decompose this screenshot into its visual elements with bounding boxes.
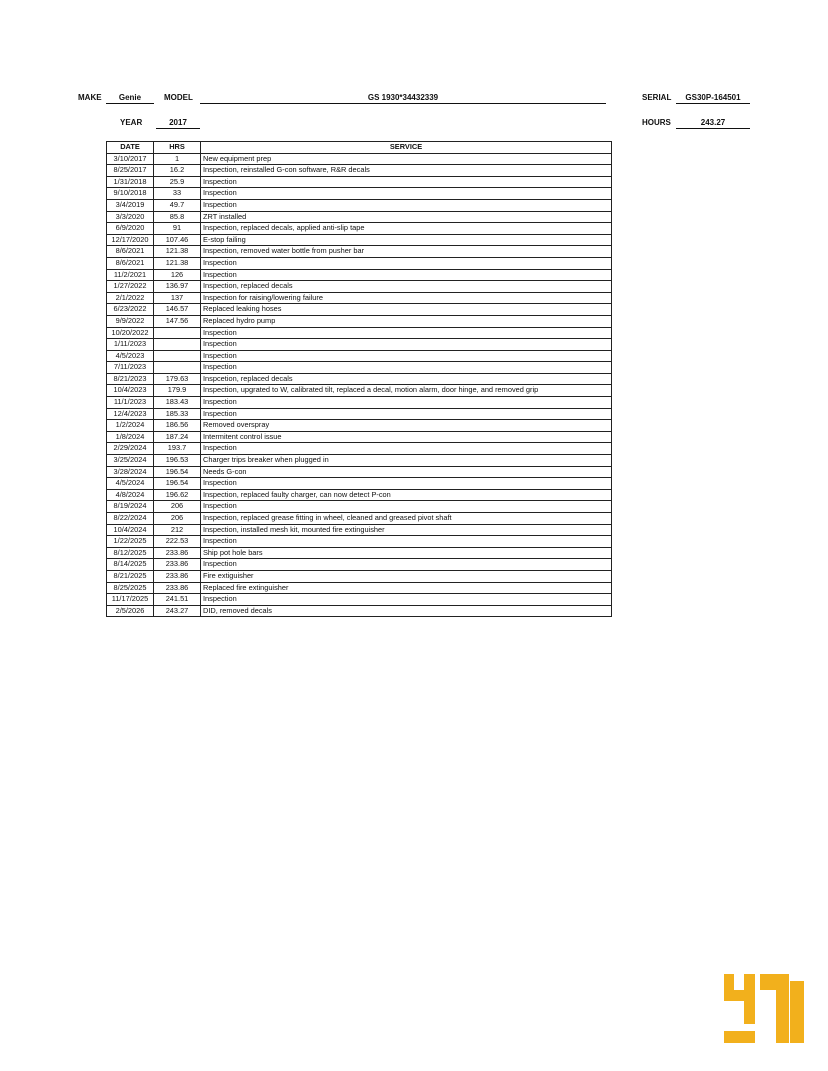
date-cell: 3/25/2024	[107, 455, 154, 467]
hrs-cell: 233.86	[154, 570, 201, 582]
service-cell: Inspection	[201, 443, 612, 455]
service-cell: Intermitent control issue	[201, 431, 612, 443]
hrs-cell: 196.54	[154, 466, 201, 478]
company-logo-icon	[722, 971, 808, 1045]
service-log-table	[106, 141, 612, 617]
hrs-column-header: HRS	[154, 142, 201, 154]
date-cell: 6/23/2022	[107, 304, 154, 316]
date-cell: 1/31/2018	[107, 176, 154, 188]
date-cell: 1/2/2024	[107, 420, 154, 432]
service-cell: Inspection, replaced decals, applied anti-slip tape	[201, 223, 612, 235]
service-cell: Inspection	[201, 536, 612, 548]
table-row	[107, 582, 612, 594]
table-row	[107, 362, 612, 374]
table-row	[107, 373, 612, 385]
table-row	[107, 524, 612, 536]
table-header-row	[107, 142, 612, 154]
year-value: 2017	[156, 118, 200, 129]
hrs-cell: 179.9	[154, 385, 201, 397]
service-cell: DID, removed decals	[201, 605, 612, 617]
date-cell: 4/5/2024	[107, 478, 154, 490]
serial-value: GS30P-164501	[676, 93, 750, 104]
date-cell: 2/29/2024	[107, 443, 154, 455]
hrs-cell: 121.38	[154, 257, 201, 269]
hrs-cell: 147.56	[154, 315, 201, 327]
service-cell: Inspection	[201, 408, 612, 420]
table-row	[107, 431, 612, 443]
service-cell: Inspection, replaced decals	[201, 281, 612, 293]
hrs-cell: 243.27	[154, 605, 201, 617]
table-row	[107, 292, 612, 304]
table-row	[107, 234, 612, 246]
date-cell: 8/19/2024	[107, 501, 154, 513]
service-cell: Inspection	[201, 362, 612, 374]
service-cell: Inspection, removed water bottle from pusher bar	[201, 246, 612, 258]
hrs-cell: 25.9	[154, 176, 201, 188]
hrs-cell: 187.24	[154, 431, 201, 443]
hrs-cell: 179.63	[154, 373, 201, 385]
hrs-cell: 185.33	[154, 408, 201, 420]
table-row	[107, 489, 612, 501]
service-cell: Fire extiguisher	[201, 570, 612, 582]
hrs-cell: 196.53	[154, 455, 201, 467]
table-row	[107, 188, 612, 200]
hrs-cell: 196.54	[154, 478, 201, 490]
date-cell: 8/14/2025	[107, 559, 154, 571]
service-cell: E-stop failing	[201, 234, 612, 246]
table-row	[107, 513, 612, 525]
date-cell: 11/2/2021	[107, 269, 154, 281]
date-cell: 12/17/2020	[107, 234, 154, 246]
hrs-cell: 212	[154, 524, 201, 536]
hrs-cell: 186.56	[154, 420, 201, 432]
model-value: GS 1930*34432339	[200, 93, 606, 104]
serial-label: SERIAL	[642, 93, 672, 102]
hrs-cell: 183.43	[154, 397, 201, 409]
hrs-cell: 222.53	[154, 536, 201, 548]
date-cell: 3/10/2017	[107, 153, 154, 165]
service-column-header: SERVICE	[201, 142, 612, 154]
date-cell: 7/11/2023	[107, 362, 154, 374]
service-log-body	[107, 153, 612, 617]
hrs-cell: 193.7	[154, 443, 201, 455]
date-cell: 11/17/2025	[107, 594, 154, 606]
hrs-cell: 136.97	[154, 281, 201, 293]
hrs-cell: 107.46	[154, 234, 201, 246]
date-cell: 8/12/2025	[107, 547, 154, 559]
service-cell: Inspection	[201, 257, 612, 269]
table-row	[107, 397, 612, 409]
table-row	[107, 478, 612, 490]
hrs-cell: 91	[154, 223, 201, 235]
date-cell: 1/27/2022	[107, 281, 154, 293]
table-row	[107, 408, 612, 420]
hrs-cell: 85.8	[154, 211, 201, 223]
service-cell: Inspection	[201, 327, 612, 339]
date-cell: 3/3/2020	[107, 211, 154, 223]
service-cell: Replaced hydro pump	[201, 315, 612, 327]
date-cell: 1/11/2023	[107, 339, 154, 351]
hrs-cell: 233.86	[154, 582, 201, 594]
hrs-cell: 33	[154, 188, 201, 200]
table-row	[107, 350, 612, 362]
table-row	[107, 547, 612, 559]
date-cell: 4/8/2024	[107, 489, 154, 501]
hrs-cell: 16.2	[154, 165, 201, 177]
make-label: MAKE	[78, 93, 102, 102]
date-cell: 8/6/2021	[107, 246, 154, 258]
hrs-cell: 137	[154, 292, 201, 304]
logo-shapes	[724, 974, 804, 1043]
table-row	[107, 304, 612, 316]
hours-value: 243.27	[676, 118, 750, 129]
service-cell: Inspection	[201, 350, 612, 362]
table-row	[107, 559, 612, 571]
service-cell: Inspection, reinstalled G-con software, R&R decals	[201, 165, 612, 177]
date-cell: 8/21/2025	[107, 570, 154, 582]
table-row	[107, 257, 612, 269]
year-label: YEAR	[120, 118, 143, 127]
service-cell: Inspection for raising/lowering failure	[201, 292, 612, 304]
table-row	[107, 223, 612, 235]
table-row	[107, 466, 612, 478]
hrs-cell	[154, 327, 201, 339]
date-cell: 1/22/2025	[107, 536, 154, 548]
hrs-cell: 241.51	[154, 594, 201, 606]
hrs-cell	[154, 350, 201, 362]
service-cell: Inspection	[201, 339, 612, 351]
date-cell: 9/9/2022	[107, 315, 154, 327]
make-value: Genie	[106, 93, 154, 104]
date-cell: 4/5/2023	[107, 350, 154, 362]
date-cell: 2/5/2026	[107, 605, 154, 617]
service-cell: Needs G-con	[201, 466, 612, 478]
date-cell: 1/8/2024	[107, 431, 154, 443]
date-cell: 8/6/2021	[107, 257, 154, 269]
date-cell: 12/4/2023	[107, 408, 154, 420]
service-cell: Inspection	[201, 559, 612, 571]
date-cell: 8/25/2025	[107, 582, 154, 594]
service-cell: Inspection	[201, 199, 612, 211]
hrs-cell: 49.7	[154, 199, 201, 211]
hrs-cell: 146.57	[154, 304, 201, 316]
table-row	[107, 385, 612, 397]
hrs-cell: 206	[154, 513, 201, 525]
hours-label: HOURS	[642, 118, 671, 127]
date-cell: 8/25/2017	[107, 165, 154, 177]
date-cell: 8/21/2023	[107, 373, 154, 385]
service-cell: Inspection	[201, 501, 612, 513]
hrs-cell: 206	[154, 501, 201, 513]
service-cell: Replaced fire extinguisher	[201, 582, 612, 594]
service-cell: Inspection	[201, 176, 612, 188]
table-row	[107, 501, 612, 513]
hrs-cell: 1	[154, 153, 201, 165]
table-row	[107, 605, 612, 617]
date-cell: 2/1/2022	[107, 292, 154, 304]
service-cell: Inspection	[201, 269, 612, 281]
table-row	[107, 339, 612, 351]
table-row	[107, 199, 612, 211]
service-cell: Inspection	[201, 478, 612, 490]
table-row	[107, 315, 612, 327]
date-cell: 11/1/2023	[107, 397, 154, 409]
date-cell: 10/20/2022	[107, 327, 154, 339]
table-row	[107, 570, 612, 582]
table-row	[107, 536, 612, 548]
date-cell: 3/4/2019	[107, 199, 154, 211]
hrs-cell	[154, 362, 201, 374]
service-cell: Inspection	[201, 594, 612, 606]
service-cell: Replaced leaking hoses	[201, 304, 612, 316]
hrs-cell: 126	[154, 269, 201, 281]
table-row	[107, 269, 612, 281]
table-row	[107, 211, 612, 223]
table-row	[107, 420, 612, 432]
hrs-cell: 121.38	[154, 246, 201, 258]
hrs-cell	[154, 339, 201, 351]
table-row	[107, 176, 612, 188]
service-cell: Inspection, replaced faulty charger, can now detect P-con	[201, 489, 612, 501]
date-cell: 3/28/2024	[107, 466, 154, 478]
table-row	[107, 153, 612, 165]
date-column-header: DATE	[107, 142, 154, 154]
service-cell: Removed overspray	[201, 420, 612, 432]
service-cell: Inspection, upgrated to W, calibrated tilt, replaced a decal, motion alarm, door hinge, and removed grip	[201, 385, 612, 397]
table-row	[107, 327, 612, 339]
date-cell: 6/9/2020	[107, 223, 154, 235]
date-cell: 8/22/2024	[107, 513, 154, 525]
date-cell: 10/4/2023	[107, 385, 154, 397]
hrs-cell: 233.86	[154, 559, 201, 571]
table-row	[107, 165, 612, 177]
hrs-cell: 233.86	[154, 547, 201, 559]
service-cell: New equipment prep	[201, 153, 612, 165]
model-label: MODEL	[164, 93, 193, 102]
service-cell: Inspcetion, replaced decals	[201, 373, 612, 385]
hrs-cell: 196.62	[154, 489, 201, 501]
service-cell: Inspection, installed mesh kit, mounted fire extinguisher	[201, 524, 612, 536]
table-row	[107, 246, 612, 258]
service-cell: Inspection	[201, 188, 612, 200]
table-row	[107, 594, 612, 606]
service-cell: Charger trips breaker when plugged in	[201, 455, 612, 467]
table-row	[107, 281, 612, 293]
service-cell: Inspection, replaced grease fitting in wheel, cleaned and greased pivot shaft	[201, 513, 612, 525]
table-row	[107, 455, 612, 467]
date-cell: 9/10/2018	[107, 188, 154, 200]
date-cell: 10/4/2024	[107, 524, 154, 536]
service-cell: Ship pot hole bars	[201, 547, 612, 559]
service-cell: ZRT installed	[201, 211, 612, 223]
table-row	[107, 443, 612, 455]
service-cell: Inspection	[201, 397, 612, 409]
